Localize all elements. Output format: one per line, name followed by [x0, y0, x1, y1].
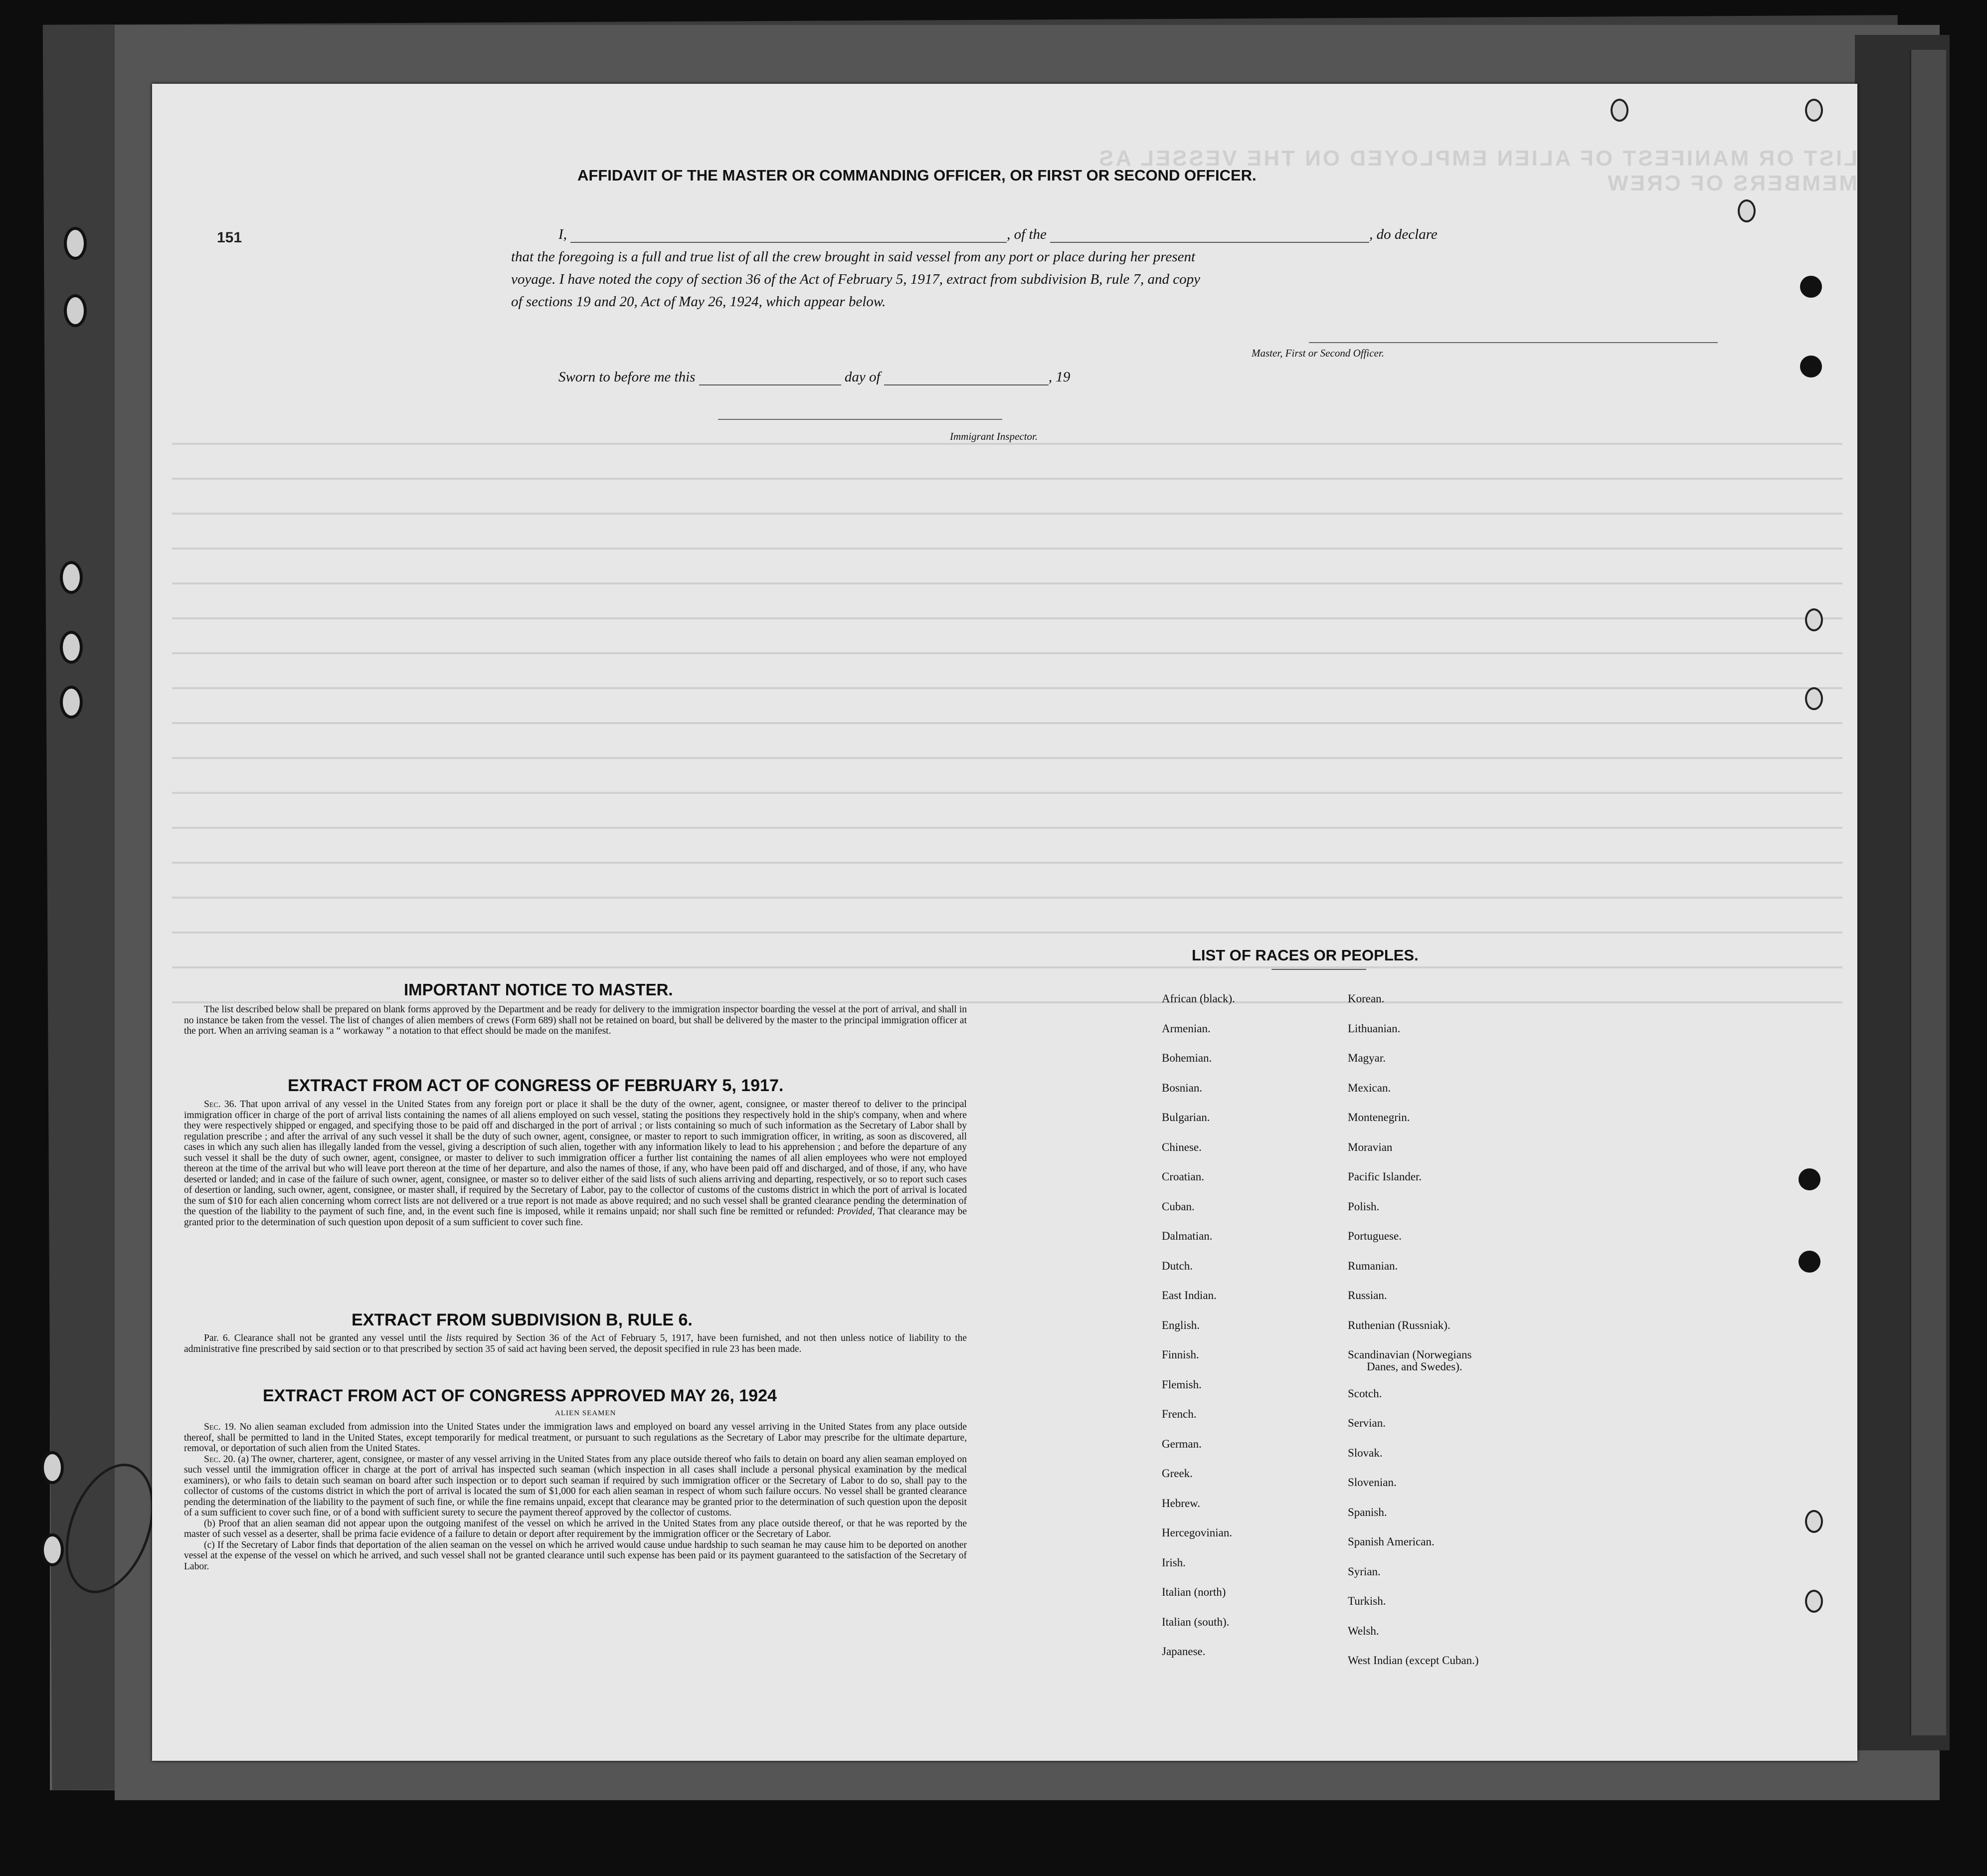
- extract-1917-text: [184, 1099, 967, 1228]
- sec-20a-text: (a) The owner, charterer, agent, consignee, or master of any vessel arriving in the United States from any place outside thereof who fails to detain on board any alien seaman employed on such vessel until the immigration officer in charge at the port of arrival has inspected such seaman (which inspection in all cases shall include a personal physical examination by the medical examiners), or who fails to detain such seaman on board after such inspection or to deport such seaman if required by such immigration officer or the Secretary of Labor to do so, shall pay to the collector of customs of the customs district in which the port of arrival is located the sum of $1,000 for each alien seaman in respect of whom such failure occurs. No vessel shall be granted clearance pending the determination of the liability to the payment of such fine, or while the fine remains unpaid, except that clearance may be granted prior to the determination of such question upon the deposit of a sum sufficient to cover such fine, or of a bond with sufficient surety to secure the payment thereof approved by the collector of customs.: [184, 1454, 967, 1518]
- binder-hole: [60, 631, 83, 664]
- race-item: Montenegrin.: [1348, 1111, 1410, 1124]
- race-item: Irish.: [1162, 1556, 1186, 1569]
- signature-caption: Master, First or Second Officer.: [1252, 347, 1384, 359]
- binder-hole: [64, 294, 87, 327]
- race-item: Lithuanian.: [1348, 1022, 1401, 1035]
- race-item: Italian (south).: [1162, 1615, 1230, 1628]
- race-item: Greek.: [1162, 1467, 1193, 1480]
- race-item: Scotch.: [1348, 1387, 1382, 1400]
- race-item: West Indian (except Cuban.): [1348, 1654, 1479, 1667]
- races-right-column: [1348, 984, 1479, 1676]
- race-item: English.: [1162, 1318, 1200, 1331]
- signature-line[interactable]: [1309, 341, 1718, 343]
- races-title: LIST OF RACES OR PEOPLES.: [1192, 946, 1419, 964]
- sheet-edge: [1910, 50, 1946, 1735]
- affidavit-line-2: that the foregoing is a full and true list of all the crew brought in said vessel from any port or place during her present: [511, 249, 1196, 265]
- race-item: German.: [1162, 1437, 1202, 1450]
- document-page: [152, 84, 1857, 1761]
- notice-paragraph: The list described below shall be prepared on blank forms approved by the Department and be ready for delivery to the immigration inspector boarding the vessel at the port of arrival, and shall in no instance be taken from the vessel. The list of changes of alien members of crews (Form 689) shall not be retained on board, but shall be delivered by the master to the principal immigration officer at the port. When an arriving seaman is a “ workaway ” a notation to that effect should be made on the manifest.: [184, 1004, 967, 1036]
- race-item: Mexican.: [1348, 1081, 1391, 1094]
- binder-hole: [41, 1533, 64, 1566]
- page-notch: [1805, 608, 1823, 631]
- extract-1924-title: EXTRACT FROM ACT OF CONGRESS APPROVED MAY 26, 1924: [263, 1386, 777, 1405]
- vessel-blank[interactable]: [1050, 229, 1369, 243]
- race-item: East Indian.: [1162, 1289, 1217, 1302]
- alien-seamen-subtitle: ALIEN SEAMEN: [555, 1409, 616, 1417]
- race-item: Dalmatian.: [1162, 1230, 1213, 1242]
- race-item: Armenian.: [1162, 1022, 1211, 1035]
- sworn-month-blank[interactable]: [884, 372, 1049, 385]
- sec-36-label: Sec. 36.: [204, 1099, 237, 1110]
- race-item: Korean.: [1348, 992, 1385, 1005]
- race-item: Flemish.: [1162, 1378, 1202, 1391]
- sec-19-text: No alien seaman excluded from admission into the United States under the immigration laws and employed on board any vessel arriving in the United States from any place outside thereof, shall be permitted to land in the United States, except temporarily for medical treatment, or pursuant to such regulations as the Secretary of Labor may prescribe for the ultimate departure, removal, or deportation of such alien from the United States.: [184, 1422, 967, 1454]
- sec-19-label: Sec. 19.: [204, 1422, 236, 1432]
- sworn-year: , 19: [1048, 369, 1071, 385]
- race-item: Slovak.: [1348, 1446, 1383, 1459]
- race-item: French.: [1162, 1408, 1197, 1420]
- punch-hole: [1800, 276, 1822, 298]
- page-notch: [1805, 1510, 1823, 1533]
- race-item: Hercegovinian.: [1162, 1526, 1233, 1539]
- page-notch: [1611, 99, 1628, 122]
- extract-rule6-text: [184, 1333, 967, 1354]
- race-item: Servian.: [1348, 1417, 1386, 1429]
- bleed-through-text: LIST OR MANIFEST OF ALIEN EMPLOYED ON THE VESSEL AS MEMBERS OF CREW: [1097, 146, 1857, 195]
- binder-hole: [41, 1451, 64, 1484]
- binder-hole: [60, 561, 83, 594]
- race-item: Moravian: [1348, 1140, 1393, 1153]
- page-notch: [1738, 199, 1756, 222]
- race-item: Japanese.: [1162, 1645, 1206, 1658]
- race-item: Syrian.: [1348, 1565, 1381, 1578]
- page-notch: [1805, 1590, 1823, 1613]
- race-item: Finnish.: [1162, 1348, 1199, 1361]
- affidavit-i: I,: [558, 226, 567, 242]
- punch-hole: [1799, 1251, 1820, 1273]
- name-blank[interactable]: [570, 229, 1007, 243]
- extract-1924-text: [184, 1422, 967, 1572]
- sworn-prefix: Sworn to before me this: [558, 369, 696, 385]
- races-title-rule: [1271, 969, 1366, 970]
- par-6-text-before: Clearance shall not be granted any vessel until the: [234, 1333, 442, 1343]
- race-item: Slovenian.: [1348, 1476, 1397, 1489]
- notice-text: [184, 1004, 967, 1037]
- race-item: Pacific Islander.: [1348, 1170, 1422, 1183]
- sec-36-text: That upon arrival of any vessel in the United States from any foreign port or place it shall be the duty of the owner, agent, consignee, or master thereof to deliver to the principal immigration officer in charge of the port of arrival lists containing the names of all aliens employed on such vessel, stating the positions they respectively hold in the ship's company, when and where they were respectively shipped or engaged, and specifying those to be paid off and discharged in the port of arrival ; or lists containing so much of such information as the Secretary of Labor shall by regulation prescribe ; and after the arrival of any such vessel it shall be the duty of such owner, agent, consignee, or master to report to such immigration officer, in writing, as soon as discovered, all cases in which any such alien has illegally landed from the vessel, giving a description of such alien, together with any information likely to lead to his apprehension ; and before the departure of any such vessel it shall be the duty of such owner, agent, consignee, or master to deliver to such immigration officer a further list containing the names of all alien employees who were not employed thereon at the time of the arrival but who will leave port thereon at the time of her departure, and also the names of those, if any, who have been paid off and discharged, and of those, if any, who have deserted or landed; and in case of the failure of such owner, agent, consignee, or master so to deliver either of the said lists of such aliens arriving and departing, respectively, or so to report such cases of desertion or landing, such owner, agent, consignee, or master shall, if required by the Secretary of Labor, pay to the collector of customs of the customs district in which the port of arrival is located the sum of $10 for each alien concerning whom correct lists are not delivered or a true report is not made as above required; and no such vessel shall be granted clearance pending the determination of the question of the liability to the payment of such fine, and, in the event such fine is imposed, while it remains unpaid; nor shall such fine be remitted or refunded:: [184, 1099, 967, 1217]
- race-item: Polish.: [1348, 1200, 1380, 1213]
- race-item: Ruthenian (Russniak).: [1348, 1318, 1450, 1331]
- affidavit-of-the: , of the: [1007, 226, 1047, 242]
- race-item: Turkish.: [1348, 1595, 1386, 1607]
- race-item: Bosnian.: [1162, 1081, 1203, 1094]
- inspector-caption: Immigrant Inspector.: [950, 430, 1038, 442]
- race-item: Hebrew.: [1162, 1497, 1201, 1509]
- race-item: Spanish.: [1348, 1505, 1387, 1518]
- race-item: Russian.: [1348, 1289, 1387, 1302]
- race-item: Rumanian.: [1348, 1259, 1398, 1272]
- par-6-label: Par. 6.: [204, 1333, 230, 1343]
- par-6-text-after: required by Section 36 of the Act of February 5, 1917, have been furnished, and not then unless notice of liability to the administrative fine prescribed by said section or to that prescribed by section 35 of said act having been served, the deposit specified in rule 23 has been made.: [184, 1333, 967, 1354]
- proviso-text: That clearance may be granted prior to the determination of such question upon deposit of a sum sufficient to cover such fine.: [184, 1206, 967, 1228]
- race-item: Dutch.: [1162, 1259, 1193, 1272]
- par-6-lists-word: lists: [446, 1333, 462, 1343]
- sec-20c-text: (c) If the Secretary of Labor finds that deportation of the alien seaman on the vessel on which he arrived would cause undue hardship to such seaman he may cause him to be deported on another vessel at the expense of the vessel on which he arrived, and such vessel shall not be granted clearance until such expense has been paid or its payment guaranteed to the satisfaction of the Secretary of Labor.: [184, 1539, 967, 1572]
- sworn-day-of: day of: [844, 369, 881, 385]
- affidavit-line-1: [558, 226, 1438, 243]
- page-notch: [1805, 99, 1823, 122]
- race-item: Welsh.: [1348, 1624, 1379, 1637]
- race-item: African (black).: [1162, 992, 1235, 1005]
- race-item: Danes, and Swedes).: [1367, 1360, 1462, 1373]
- affidavit-title: AFFIDAVIT OF THE MASTER OR COMMANDING OFFICER, OR FIRST OR SECOND OFFICER.: [577, 167, 1257, 184]
- race-item: Spanish American.: [1348, 1535, 1435, 1548]
- race-item: Bulgarian.: [1162, 1111, 1210, 1124]
- sworn-line: [558, 369, 1070, 385]
- affidavit-line-3: voyage. I have noted the copy of section 36 of the Act of February 5, 1917, extract from subdivision B, rule 7, and copy: [511, 271, 1201, 287]
- race-item: Cuban.: [1162, 1200, 1195, 1213]
- race-item: Portuguese.: [1348, 1230, 1402, 1242]
- affidavit-declare: , do declare: [1369, 226, 1438, 242]
- binder-hole: [60, 686, 83, 719]
- extract-rule6-title: EXTRACT FROM SUBDIVISION B, RULE 6.: [352, 1311, 693, 1329]
- inspector-signature-line[interactable]: [718, 418, 1002, 420]
- punch-hole: [1799, 1168, 1820, 1190]
- race-item: Italian (north): [1162, 1586, 1226, 1598]
- sec-20-label: Sec. 20.: [204, 1454, 236, 1465]
- race-item: Magyar.: [1348, 1052, 1386, 1064]
- page-notch: [1805, 687, 1823, 710]
- binder-hole: [64, 227, 87, 260]
- race-item: Scandinavian (Norwegians: [1348, 1348, 1472, 1361]
- extract-1917-title: EXTRACT FROM ACT OF CONGRESS OF FEBRUARY 5, 1917.: [288, 1076, 784, 1095]
- notice-title: IMPORTANT NOTICE TO MASTER.: [404, 980, 673, 999]
- sec-20b-text: (b) Proof that an alien seaman did not appear upon the outgoing manifest of the vessel on which he arrived in the United States from any place outside thereof, or that he was reported by the master of such vessel as a deserter, shall be prima facie evidence of a failure to detain or deport after requirement by the immigration officer or the Secretary of Labor.: [184, 1518, 967, 1539]
- race-item: Croatian.: [1162, 1170, 1204, 1183]
- races-left-column: [1162, 984, 1235, 1667]
- stamp-mark: 151: [217, 229, 242, 246]
- sworn-day-blank[interactable]: [699, 372, 841, 385]
- punch-hole: [1800, 356, 1822, 377]
- proviso-label: Provided,: [837, 1206, 875, 1217]
- affidavit-line-4: of sections 19 and 20, Act of May 26, 1924, which appear below.: [511, 294, 886, 310]
- race-item: Chinese.: [1162, 1140, 1202, 1153]
- race-item: Bohemian.: [1162, 1052, 1212, 1064]
